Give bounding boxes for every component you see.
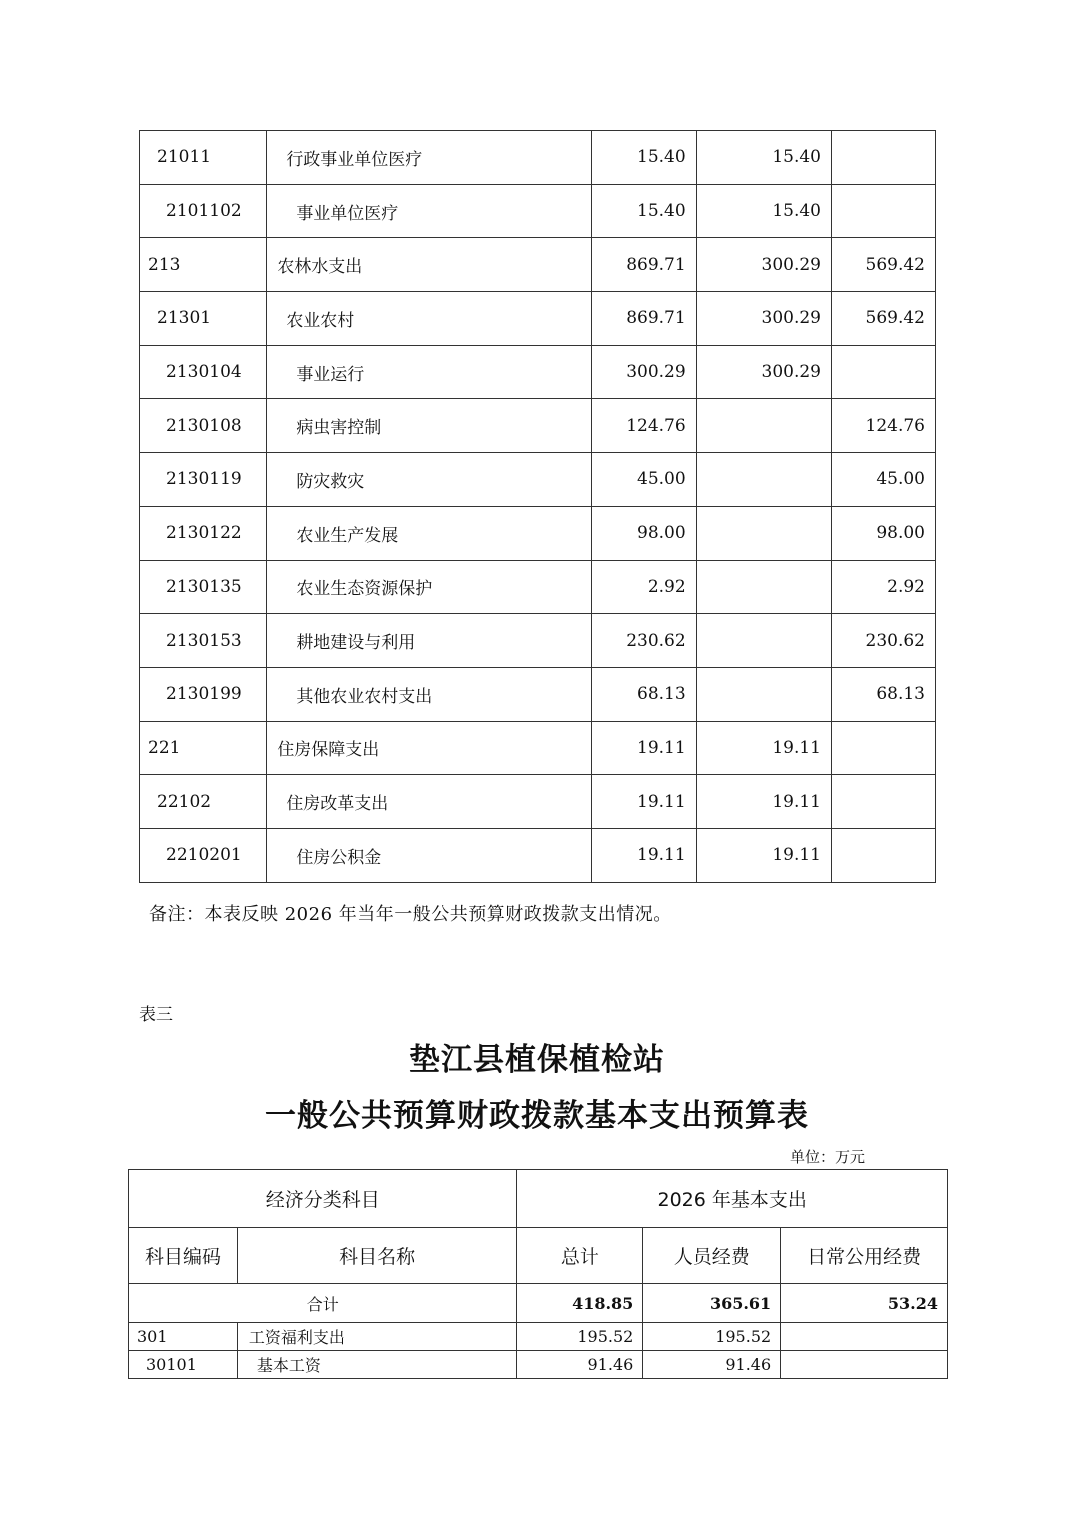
subject-name: 防灾救灾 (267, 453, 592, 507)
header-subject-name: 科目名称 (237, 1228, 517, 1284)
header-total: 总计 (517, 1228, 643, 1284)
table-row (140, 345, 936, 399)
total-value: 91.46 (517, 1351, 643, 1379)
total-value: 230.62 (591, 614, 696, 668)
subject-code: 2130119 (140, 453, 267, 507)
table-row (140, 828, 936, 882)
basic-value: 300.29 (696, 292, 831, 346)
personnel-value: 195.52 (643, 1323, 781, 1351)
subject-code: 2130153 (140, 614, 267, 668)
basic-value: 15.40 (696, 131, 831, 185)
table-row (140, 775, 936, 829)
basic-value: 300.29 (696, 345, 831, 399)
total-personnel-value: 365.61 (643, 1284, 781, 1323)
personnel-value: 91.46 (643, 1351, 781, 1379)
table-number-label: 表三 (139, 1005, 173, 1025)
project-value: 2.92 (831, 560, 935, 614)
total-row (129, 1284, 948, 1323)
project-value: 569.42 (831, 238, 935, 292)
basic-value (696, 560, 831, 614)
table-row (140, 614, 936, 668)
table-row (140, 453, 936, 507)
subject-name: 基本工资 (237, 1351, 517, 1379)
header-group-row (129, 1170, 948, 1228)
subject-name: 事业运行 (267, 345, 592, 399)
subject-name: 农业生产发展 (267, 506, 592, 560)
subject-name: 病虫害控制 (267, 399, 592, 453)
table-row (129, 1351, 948, 1379)
table-note: 备注：本表反映 2026 年当年一般公共预算财政拨款支出情况。 (149, 904, 672, 925)
subject-code: 2210201 (140, 828, 267, 882)
table-row (140, 506, 936, 560)
basic-value (696, 506, 831, 560)
subject-name: 事业单位医疗 (267, 184, 592, 238)
subject-code: 2130122 (140, 506, 267, 560)
subject-code: 301 (129, 1323, 238, 1351)
basic-value (696, 399, 831, 453)
project-value: 124.76 (831, 399, 935, 453)
header-basic-expenditure: 2026 年基本支出 (517, 1170, 948, 1228)
total-value: 19.11 (591, 775, 696, 829)
header-economic-category: 经济分类科目 (129, 1170, 517, 1228)
public-value (781, 1351, 948, 1379)
basic-expenditure-table (128, 1169, 948, 1379)
subject-name: 农林水支出 (267, 238, 592, 292)
total-value: 869.71 (591, 292, 696, 346)
subject-name: 其他农业农村支出 (267, 667, 592, 721)
total-value: 45.00 (591, 453, 696, 507)
total-value: 68.13 (591, 667, 696, 721)
total-value: 15.40 (591, 131, 696, 185)
subject-name: 行政事业单位医疗 (267, 131, 592, 185)
subject-code: 221 (140, 721, 267, 775)
table-row (140, 667, 936, 721)
table-row (140, 399, 936, 453)
basic-value: 19.11 (696, 775, 831, 829)
subject-name: 农业农村 (267, 292, 592, 346)
subject-name: 住房保障支出 (267, 721, 592, 775)
subject-code: 21011 (140, 131, 267, 185)
subject-code: 30101 (129, 1351, 238, 1379)
table-row (140, 238, 936, 292)
subject-code: 2130104 (140, 345, 267, 399)
basic-value (696, 453, 831, 507)
project-value: 98.00 (831, 506, 935, 560)
project-value (831, 345, 935, 399)
document-title-line2: 一般公共预算财政拨款基本支出预算表 (265, 1098, 809, 1134)
project-value: 68.13 (831, 667, 935, 721)
total-value: 124.76 (591, 399, 696, 453)
basic-value (696, 614, 831, 668)
subject-name: 工资福利支出 (237, 1323, 517, 1351)
project-value (831, 184, 935, 238)
subject-code: 2130108 (140, 399, 267, 453)
project-value: 569.42 (831, 292, 935, 346)
total-public-value: 53.24 (781, 1284, 948, 1323)
basic-value: 19.11 (696, 721, 831, 775)
project-value (831, 721, 935, 775)
expenditure-table (139, 130, 936, 883)
basic-value (696, 667, 831, 721)
total-value: 19.11 (591, 721, 696, 775)
table-row (140, 131, 936, 185)
subject-code: 2101102 (140, 184, 267, 238)
header-public: 日常公用经费 (781, 1228, 948, 1284)
total-label: 合计 (129, 1284, 517, 1323)
subject-code: 2130135 (140, 560, 267, 614)
basic-value: 19.11 (696, 828, 831, 882)
basic-value: 15.40 (696, 184, 831, 238)
subject-code: 2130199 (140, 667, 267, 721)
total-value: 98.00 (591, 506, 696, 560)
table-row (140, 721, 936, 775)
basic-value: 300.29 (696, 238, 831, 292)
subject-name: 住房公积金 (267, 828, 592, 882)
header-column-row (129, 1228, 948, 1284)
subject-name: 耕地建设与利用 (267, 614, 592, 668)
header-personnel: 人员经费 (643, 1228, 781, 1284)
public-value (781, 1323, 948, 1351)
total-value: 195.52 (517, 1323, 643, 1351)
subject-code: 22102 (140, 775, 267, 829)
project-value (831, 131, 935, 185)
subject-name: 住房改革支出 (267, 775, 592, 829)
unit-label: 单位：万元 (790, 1148, 866, 1166)
header-subject-code: 科目编码 (129, 1228, 238, 1284)
total-value: 19.11 (591, 828, 696, 882)
total-value: 300.29 (591, 345, 696, 399)
total-value: 15.40 (591, 184, 696, 238)
total-value: 418.85 (517, 1284, 643, 1323)
project-value (831, 828, 935, 882)
subject-code: 21301 (140, 292, 267, 346)
document-title-line1: 垫江县植保植检站 (409, 1042, 665, 1078)
table-row (140, 184, 936, 238)
table-row (140, 560, 936, 614)
project-value (831, 775, 935, 829)
project-value: 45.00 (831, 453, 935, 507)
subject-name: 农业生态资源保护 (267, 560, 592, 614)
table-row (129, 1323, 948, 1351)
total-value: 2.92 (591, 560, 696, 614)
project-value: 230.62 (831, 614, 935, 668)
subject-code: 213 (140, 238, 267, 292)
table-row (140, 292, 936, 346)
total-value: 869.71 (591, 238, 696, 292)
